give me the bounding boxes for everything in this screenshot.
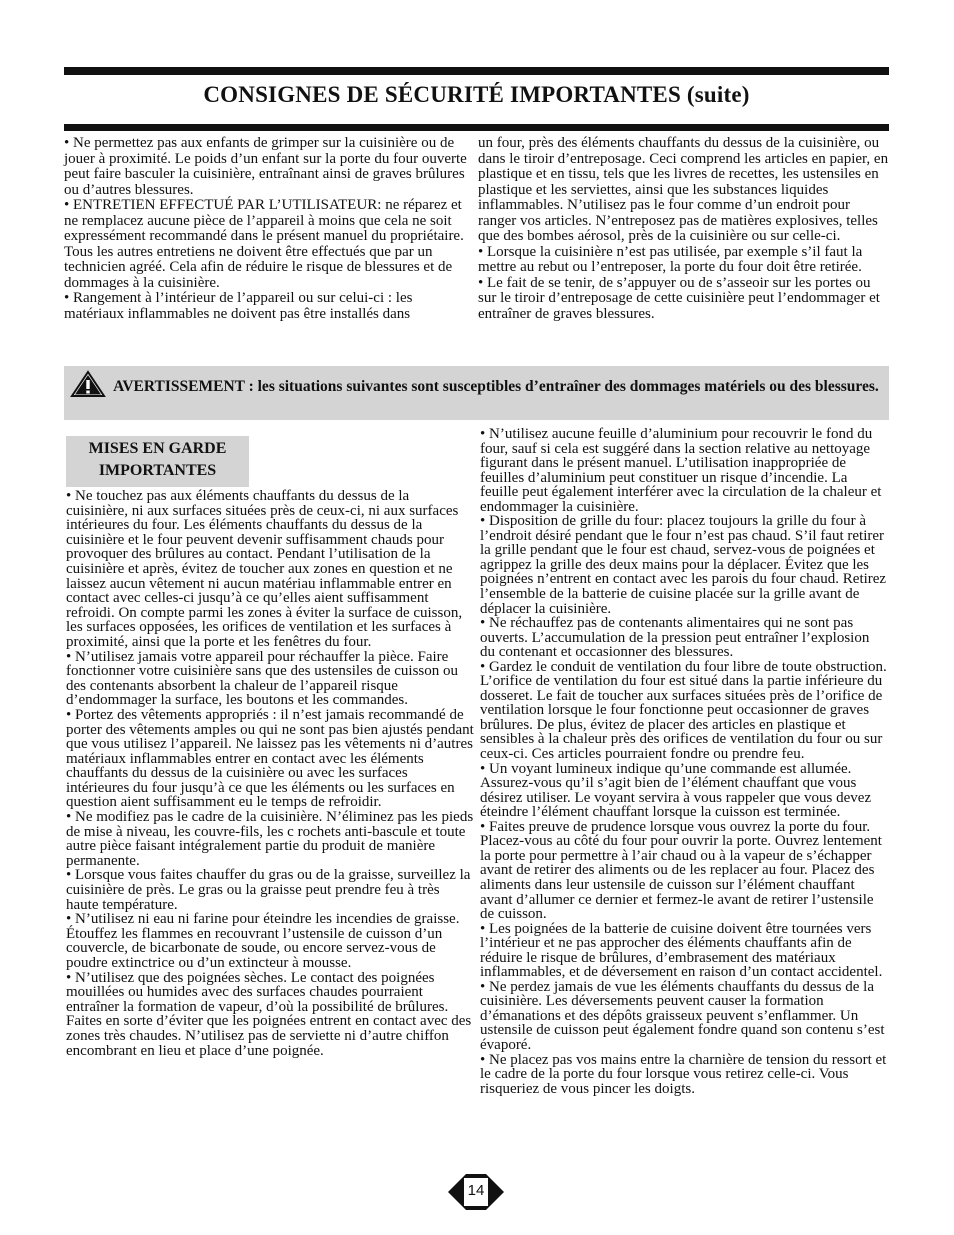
bottom-left-column xyxy=(66,489,474,1058)
section-heading-line: IMPORTANTES xyxy=(98,462,217,479)
paragraph: • Lorsque la cuisinière n’est pas utilisée, par exemple s’il faut la mettre au rebut ou l’entreposer, la porte du four doit être retirée. xyxy=(478,243,863,275)
paragraph: • ENTRETIEN EFFECTUÉ PAR L’UTILISATEUR: ne réparez et ne remplacez aucune pièce de l’appareil à moins que cela ne soit expressément recommandé dans le présent manuel du propriétaire. Tous les autres entretiens ne doivent être effectués que par un technicien agréé. Cela afin de réduire le risque de blessures et de dommages à la cuisinière. xyxy=(64,197,464,291)
paragraph: • Ne placez pas vos mains entre la charnière de tension du ressort et le cadre de la porte du four lorsque vous retirez celle-ci. Vous risqueriez de vous pincer les doigts. xyxy=(480,1051,887,1097)
paragraph: • Ne touchez pas aux éléments chauffants du dessus de la cuisinière, ni aux surfaces situées près de ceux-ci, ni aux surfaces intérieures du four. Les éléments chauffants du dessus de la cuisinière et le four peuvent devenir suffisamment chauds pour provoquer des brûlures au contact. Pendant l’utilisation de la cuisinière et après, évitez de toucher aux zones en question et ne laissez aucun vêtement ni aucun matériau inflammable entrer en contact avec celles-ci jusqu’à ce qu’elles aient suffisamment refroidi. On compte parmi les zones à éviter la surface de cuisson, les surfaces opposées, les orifices de ventilation et les surfaces à proximité, ainsi que la porte et les fenêtres du four. xyxy=(66,488,463,650)
paragraph: un four, près des éléments chauffants du dessus de la cuisinière, ou dans le tiroir d’entreposage. Ceci comprend les articles en papier, en plastique et en tissu, tels que les livres de recettes, les ustensiles en plastique et les serviettes, ainsi que les substances liquides inflammables. N’utilisez pas le four comme d’un endroit pour ranger vos articles. N’entreposez pas de matières explosives, telles que des bombes aérosol, près de la cuisinière ou sur celle-ci. xyxy=(478,135,889,244)
paragraph: • Ne perdez jamais de vue les éléments chauffants du dessus de la cuisinière. Les déversements peuvent causer la formation d’émanations et des dépôts graisseux peuvent s’enflammer. Un ustensile de cuisson peut également fondre quand son contenu s’est évaporé. xyxy=(480,978,885,1053)
top-left-column xyxy=(64,136,470,322)
paragraph: • N’utilisez aucune feuille d’aluminium pour recouvrir le fond du four, sauf si cela est suggéré dans la section relative au nettoyage figurant dans le présent manuel. L’utilisation inappropriée de feuilles d’aluminium peut constituer un risque d’incendie. La feuille peut également interférer avec la circulation de la chaleur et endommager la cuisinière. xyxy=(480,426,882,515)
paragraph: • Le fait de se tenir, de s’appuyer ou de s’asseoir sur les portes ou sur le tiroir d’entreposage de cette cuisinière peut l’endommager et entraîner de graves blessures. xyxy=(478,274,880,322)
top-right-column xyxy=(478,136,890,322)
paragraph: • N’utilisez jamais votre appareil pour réchauffer la pièce. Faire fonctionner votre cuisinière sans que des ustensiles de cuisson ou des contenants absorbent la chaleur de l’appareil risque d’endommager la surface, les boutons et les commandes. xyxy=(66,648,458,709)
section-heading-box xyxy=(66,436,249,487)
paragraph: • Lorsque vous faites chauffer du gras ou de la graisse, surveillez la cuisinière de près. Le gras ou la graisse peut prendre feu à très haute température. xyxy=(66,867,471,913)
paragraph: • Ne modifiez pas le cadre de la cuisinière. N’éliminez pas les pieds de mise à niveau, les couvre-fils, les c rochets anti-bascule et toute autre pièce faisant intégralement partie du produit de manière permanente. xyxy=(66,809,474,869)
paragraph: • N’utilisez ni eau ni farine pour éteindre les incendies de graisse. Étouffez les flammes en recouvrant l’ustensile de cuisson d’un couvercle, de bicarbonate de soude, ou encore servez-vous de poudre extinctrice ou d’un extincteur à mousse. xyxy=(66,911,460,971)
paragraph: • Disposition de grille du four: placez toujours la grille du four à l’endroit désiré pendant que le four n’est pas chaud. S’il faut retirer la grille pendant que le four est chaud, servez-vous de poignées et agrippez la grille des deux mains pour la déplacer. Évitez que les poignées n’entrent en contact avec les parois du four chaud. Retirez l’ensemble de la batterie de cuisine placée sur la grille avant de déplacer la cuisinière. xyxy=(480,513,887,617)
paragraph: • Faites preuve de prudence lorsque vous ouvrez la porte du four. Placez-vous au côté du four pour ouvrir la porte. Ouvrez lentement la porte pour permettre à l’air chaud ou à la vapeur de s’échapper avant de retirer des aliments ou de les replacer au four. Placez des aliments dans leur ustensile de cuisson sur l’élément chauffant avant d’allumer ce dernier et fermez-le avant de retirer l’ustensile de cuisson. xyxy=(480,818,882,923)
paragraph: • N’utilisez que des poignées sèches. Le contact des poignées mouillées ou humides avec des surfaces chaudes pourraient entraîner la formation de vapeur, d’où la possibilité de brûlures. Faites en sorte d’éviter que les poignées entrent en contact avec des zones très chaudes. N’utilisez pas de serviette ni d’autre chiffon encombrant en lieu et place d’une poignée. xyxy=(66,969,472,1059)
paragraph: • Un voyant lumineux indique qu’une commande est allumée. Assurez-vous qu’il s’agit bien de l’élément chauffant que vous désirez utiliser. Le voyant servira à vous rappeler que vous devez éteindre l’élément chauffant lorsque la cuisson est terminée. xyxy=(480,760,872,821)
page-title: CONSIGNES DE SÉCURITÉ IMPORTANTES (suite) xyxy=(203,82,750,107)
bottom-right-column xyxy=(480,427,888,1096)
paragraph: • Gardez le conduit de ventilation du four libre de toute obstruction. L’orifice de ventilation du four est situé dans la partie inférieure du dosseret. Le fait de toucher aux surfaces situées près de l’orifice de ventilation lorsque le four fonctionne peut occasionner de graves brûlures. De plus, évitez de placer des articles en plastique et sensibles à la chaleur près des orifices de ventilation du four ou sur ceux-ci. Ces articles pourraient fondre ou prendre feu. xyxy=(480,658,887,763)
title-underline-rule xyxy=(64,124,889,131)
paragraph: • Ne permettez pas aux enfants de grimper sur la cuisinière ou de jouer à proximité. Le poids d’un enfant sur la porte du four ouverte peut faire basculer la cuisinière, entraînant ainsi de graves brûlures ou d’autres blessures. xyxy=(64,135,467,198)
top-rule xyxy=(64,67,889,75)
paragraph: • Les poignées de la batterie de cuisine doivent être tournées vers l’intérieur et ne pas approcher des éléments chauffants afin de réduire le risque de brûlures, d’embrasement des matériaux inflammables, et de déversement en raison d’un contact accidentel. xyxy=(480,920,883,981)
section-heading-line: MISES EN GARDE xyxy=(88,440,227,457)
warning-banner xyxy=(64,366,889,420)
paragraph: • Portez des vêtements appropriés : il n’est jamais recommandé de porter des vêtements amples ou qui ne sont pas bien ajustés pendant que vous utilisez l’appareil. Ne laissez pas les vêtements ni d’autres matériaux inflammables entrer en contact avec les éléments chauffants du dessus de la cuisinière ou avec les surfaces intérieures du four jusqu’à ce que les éléments ou les surfaces en question aient suffisamment eu le temps de refroidir. xyxy=(66,706,474,811)
warning-text: AVERTISSEMENT : les situations suivantes sont susceptibles d’entraîner des dommages matériels ou des blessures. xyxy=(113,378,879,395)
warning-triangle-icon xyxy=(70,370,106,398)
page-number-badge xyxy=(444,1170,508,1214)
paragraph: • Rangement à l’intérieur de l’appareil ou sur celui-ci : les matériaux inflammables ne doivent pas être installés dans xyxy=(64,290,413,322)
page-number: 14 xyxy=(467,1182,485,1199)
paragraph: • Ne réchauffez pas de contenants alimentaires qui ne sont pas ouverts. L’accumulation de la pression peut entraîner l’explosion du contenant et occasionner des blessures. xyxy=(480,615,870,661)
